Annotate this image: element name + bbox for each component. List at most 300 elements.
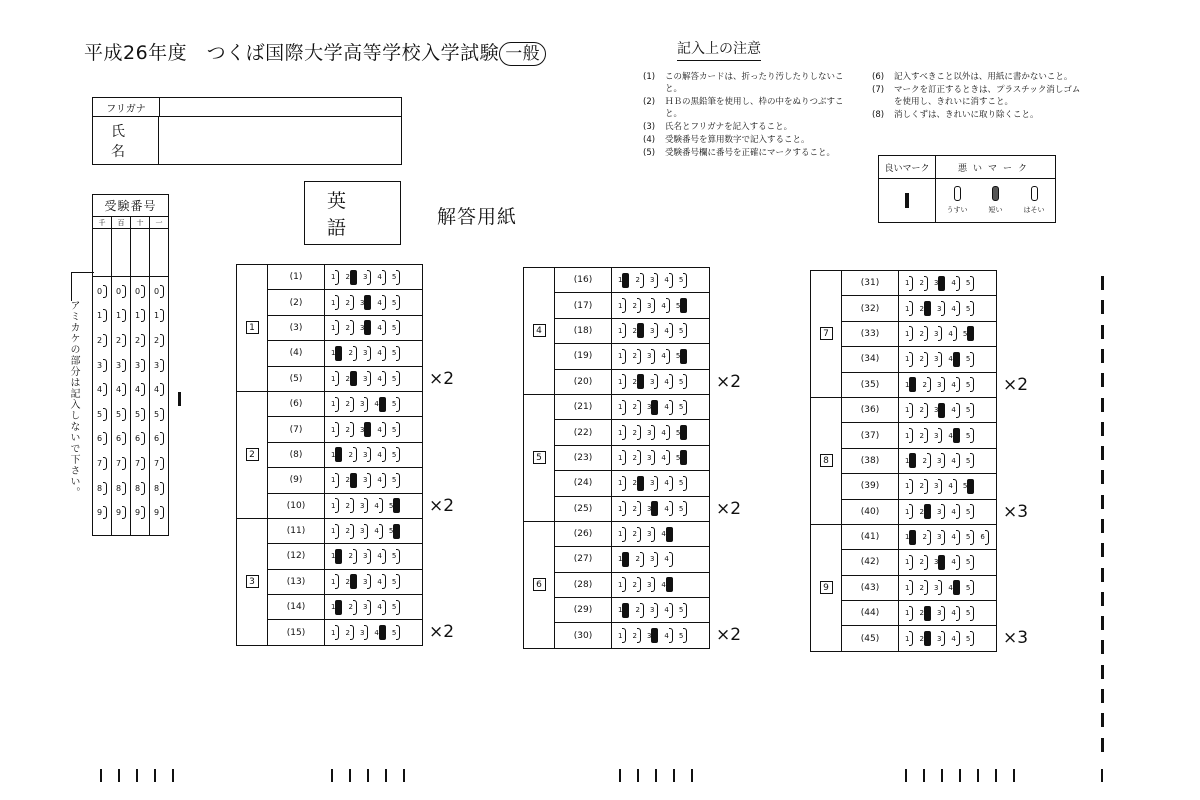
answer-bubble-3[interactable]: 3 xyxy=(363,371,371,386)
exam-bubble[interactable]: 5 xyxy=(135,402,145,427)
answer-bubble-1[interactable]: 1 xyxy=(618,273,629,288)
answer-bubble-1[interactable]: 1 xyxy=(331,270,339,285)
exam-bubble[interactable]: 6 xyxy=(116,427,126,452)
answer-bubble-3[interactable]: 3 xyxy=(650,374,658,389)
exam-bubble[interactable]: 1 xyxy=(116,304,126,329)
answer-bubble-3[interactable]: 3 xyxy=(360,625,368,640)
answer-bubble-3[interactable]: 3 xyxy=(650,323,658,338)
answer-bubble-4[interactable]: 4 xyxy=(377,600,385,615)
bad-mark-caption: 短い xyxy=(988,206,1003,214)
answer-bubble-3[interactable]: 3 xyxy=(647,298,655,313)
answer-bubble-2[interactable]: 2 xyxy=(919,326,927,341)
answer-bubble-4[interactable]: 4 xyxy=(948,428,959,443)
answer-bubble-1[interactable]: 1 xyxy=(905,555,913,570)
group-number: 6 xyxy=(533,578,546,591)
answer-bubble-5[interactable]: 5 xyxy=(679,501,687,516)
answer-bubble-3[interactable]: 3 xyxy=(934,428,942,443)
answer-bubble-3[interactable]: 3 xyxy=(363,447,371,462)
exam-bubble[interactable]: 5 xyxy=(154,402,164,427)
exam-bubble[interactable]: 6 xyxy=(135,427,145,452)
answer-bubble-4[interactable]: 4 xyxy=(951,301,959,316)
answer-bubble-5[interactable]: 5 xyxy=(676,450,687,465)
answer-row xyxy=(268,519,422,544)
answer-bubble-1[interactable]: 1 xyxy=(905,504,913,519)
answer-bubble-4[interactable]: 4 xyxy=(377,447,385,462)
answer-bubble-3[interactable]: 3 xyxy=(363,346,371,361)
answer-bubble-1[interactable]: 1 xyxy=(905,631,913,646)
answer-bubbles xyxy=(325,570,422,594)
exam-write-cell[interactable] xyxy=(112,229,131,276)
exam-bubble[interactable]: 8 xyxy=(135,476,145,501)
answer-bubble-1[interactable]: 1 xyxy=(618,577,626,592)
note-number: (3) xyxy=(643,122,656,132)
answer-bubble-2[interactable]: 2 xyxy=(632,374,643,389)
answer-bubble-3[interactable]: 3 xyxy=(937,504,945,519)
answer-bubble-2[interactable]: 2 xyxy=(348,346,356,361)
answer-bubble-1[interactable]: 1 xyxy=(331,549,342,564)
answer-bubble-3[interactable]: 3 xyxy=(937,377,945,392)
answer-bubble-4[interactable]: 4 xyxy=(951,276,959,291)
answer-bubble-2[interactable]: 2 xyxy=(345,574,356,589)
answer-bubble-5[interactable]: 5 xyxy=(963,326,974,341)
answer-bubble-4[interactable]: 4 xyxy=(661,425,669,440)
exam-bubble[interactable]: 7 xyxy=(116,451,126,476)
answer-bubble-3[interactable]: 3 xyxy=(650,476,658,491)
timing-mark xyxy=(1101,446,1104,460)
exam-bubble[interactable]: 4 xyxy=(116,377,126,402)
exam-bubble[interactable]: 9 xyxy=(154,500,164,525)
answer-bubble-1[interactable]: 1 xyxy=(331,295,339,310)
answer-bubble-2[interactable]: 2 xyxy=(919,352,927,367)
answer-bubble-5[interactable]: 5 xyxy=(392,270,400,285)
answer-bubble-5[interactable]: 5 xyxy=(966,504,974,519)
answer-bubble-4[interactable]: 4 xyxy=(377,574,385,589)
answer-bubble-3[interactable]: 3 xyxy=(647,527,655,542)
answer-row xyxy=(268,494,422,518)
answer-bubble-1[interactable]: 1 xyxy=(618,476,626,491)
answer-bubble-4[interactable]: 4 xyxy=(664,501,672,516)
answer-bubble-1[interactable]: 1 xyxy=(331,320,339,335)
answer-bubble-2[interactable]: 2 xyxy=(922,530,930,545)
answer-bubble-3[interactable]: 3 xyxy=(363,549,371,564)
answer-bubble-3[interactable]: 3 xyxy=(363,270,371,285)
answer-bubble-3[interactable]: 3 xyxy=(934,555,945,570)
answer-bubble-3[interactable]: 3 xyxy=(647,400,658,415)
answer-bubble-2[interactable]: 2 xyxy=(345,524,353,539)
answer-bubble-6[interactable]: 6 xyxy=(980,530,988,545)
timing-mark xyxy=(178,392,181,406)
answer-bubble-1[interactable]: 1 xyxy=(905,377,916,392)
answer-bubble-5[interactable]: 5 xyxy=(392,320,400,335)
answer-bubble-3[interactable]: 3 xyxy=(937,631,945,646)
answer-bubble-2[interactable]: 2 xyxy=(345,320,353,335)
answer-bubble-4[interactable]: 4 xyxy=(951,606,959,621)
answer-bubble-5[interactable]: 5 xyxy=(392,549,400,564)
answer-bubble-1[interactable]: 1 xyxy=(331,625,339,640)
answer-bubble-5[interactable]: 5 xyxy=(392,574,400,589)
answer-bubble-1[interactable]: 1 xyxy=(331,397,339,412)
answer-bubble-5[interactable]: 5 xyxy=(966,428,974,443)
answer-bubble-3[interactable]: 3 xyxy=(363,574,371,589)
exam-write-cell[interactable] xyxy=(93,229,112,276)
answer-bubble-5[interactable]: 5 xyxy=(679,374,687,389)
answer-bubble-2[interactable]: 2 xyxy=(345,371,356,386)
answer-bubble-4[interactable]: 4 xyxy=(664,552,672,567)
exam-bubble[interactable]: 2 xyxy=(97,328,107,353)
timing-mark xyxy=(1101,640,1104,654)
answer-bubble-5[interactable]: 5 xyxy=(966,606,974,621)
answer-bubble-2[interactable]: 2 xyxy=(348,549,356,564)
answer-bubble-5[interactable]: 5 xyxy=(679,400,687,415)
answer-bubble-5[interactable]: 5 xyxy=(966,352,974,367)
answer-bubble-2[interactable]: 2 xyxy=(635,603,643,618)
answer-bubble-1[interactable]: 1 xyxy=(331,473,339,488)
answer-bubble-2[interactable]: 2 xyxy=(635,552,643,567)
exam-bubble[interactable]: 8 xyxy=(116,476,126,501)
exam-bubble[interactable]: 1 xyxy=(135,304,145,329)
furigana-field[interactable] xyxy=(160,98,401,116)
answer-bubble-3[interactable]: 3 xyxy=(360,397,368,412)
answer-bubble-4[interactable]: 4 xyxy=(664,374,672,389)
answer-bubble-5[interactable]: 5 xyxy=(966,631,974,646)
exam-bubble[interactable]: 0 xyxy=(97,279,107,304)
answer-bubble-3[interactable]: 3 xyxy=(934,326,942,341)
answer-bubble-3[interactable]: 3 xyxy=(647,425,655,440)
answer-bubble-1[interactable]: 1 xyxy=(905,580,913,595)
furigana-label: フリガナ xyxy=(93,98,160,116)
exam-bubble[interactable]: 1 xyxy=(97,304,107,329)
answer-bubble-5[interactable]: 5 xyxy=(966,555,974,570)
answer-bubble-3[interactable]: 3 xyxy=(937,453,945,468)
answer-bubble-4[interactable]: 4 xyxy=(664,603,672,618)
answer-bubble-1[interactable]: 1 xyxy=(618,400,626,415)
answer-bubble-1[interactable]: 1 xyxy=(905,606,913,621)
answer-bubble-1[interactable]: 1 xyxy=(618,374,626,389)
exam-bubble[interactable]: 6 xyxy=(154,427,164,452)
answer-bubble-1[interactable]: 1 xyxy=(618,603,629,618)
answer-bubble-4[interactable]: 4 xyxy=(951,403,959,418)
answer-bubble-2[interactable]: 2 xyxy=(919,301,930,316)
answer-bubble-3[interactable]: 3 xyxy=(650,552,658,567)
answer-bubble-4[interactable]: 4 xyxy=(664,628,672,643)
exam-bubble[interactable]: 7 xyxy=(135,451,145,476)
answer-bubble-1[interactable]: 1 xyxy=(331,371,339,386)
answer-bubble-2[interactable]: 2 xyxy=(922,377,930,392)
answer-bubble-1[interactable]: 1 xyxy=(331,498,339,513)
answer-bubbles xyxy=(325,544,422,568)
question-number: (14) xyxy=(268,595,325,619)
note-item xyxy=(872,109,1082,121)
answer-bubble-4[interactable]: 4 xyxy=(661,577,672,592)
answer-bubble-5[interactable]: 5 xyxy=(966,403,974,418)
answer-bubble-3[interactable]: 3 xyxy=(937,301,945,316)
answer-bubble-1[interactable]: 1 xyxy=(331,524,339,539)
note-number: (2) xyxy=(643,97,656,107)
answer-bubbles xyxy=(899,373,996,397)
answer-bubble-3[interactable]: 3 xyxy=(647,450,655,465)
answer-bubble-1[interactable]: 1 xyxy=(618,298,626,313)
answer-bubble-2[interactable]: 2 xyxy=(632,476,643,491)
answer-bubble-1[interactable]: 1 xyxy=(618,501,626,516)
answer-bubble-4[interactable]: 4 xyxy=(948,479,956,494)
answer-bubble-4[interactable]: 4 xyxy=(374,498,382,513)
answer-bubble-5[interactable]: 5 xyxy=(679,603,687,618)
answer-bubble-4[interactable]: 4 xyxy=(951,504,959,519)
answer-bubble-2[interactable]: 2 xyxy=(345,422,353,437)
exam-bubble[interactable]: 8 xyxy=(97,476,107,501)
answer-bubble-3[interactable]: 3 xyxy=(934,403,945,418)
answer-bubble-2[interactable]: 2 xyxy=(345,625,353,640)
exam-bubble[interactable]: 3 xyxy=(97,353,107,378)
answer-bubble-2[interactable]: 2 xyxy=(345,397,353,412)
exam-bubble[interactable]: 8 xyxy=(154,476,164,501)
answer-bubble-2[interactable]: 2 xyxy=(348,447,356,462)
answer-bubble-5[interactable]: 5 xyxy=(966,377,974,392)
answer-bubble-2[interactable]: 2 xyxy=(632,400,640,415)
answer-bubble-4[interactable]: 4 xyxy=(951,631,959,646)
answer-bubble-1[interactable]: 1 xyxy=(618,628,626,643)
answer-bubble-2[interactable]: 2 xyxy=(919,580,927,595)
timing-mark xyxy=(1101,769,1103,782)
answer-bubble-2[interactable]: 2 xyxy=(919,504,930,519)
answer-bubble-2[interactable]: 2 xyxy=(348,600,356,615)
answer-bubble-5[interactable]: 5 xyxy=(679,323,687,338)
answer-bubble-5[interactable]: 5 xyxy=(966,301,974,316)
exam-bubble[interactable]: 0 xyxy=(116,279,126,304)
answer-bubble-2[interactable]: 2 xyxy=(345,473,356,488)
answer-bubble-1[interactable]: 1 xyxy=(905,428,913,443)
answer-bubble-3[interactable]: 3 xyxy=(647,628,658,643)
answer-bubble-4[interactable]: 4 xyxy=(661,349,669,364)
answer-bubble-1[interactable]: 1 xyxy=(905,479,913,494)
answer-bubble-5[interactable]: 5 xyxy=(679,628,687,643)
answer-bubble-4[interactable]: 4 xyxy=(951,377,959,392)
answer-bubble-4[interactable]: 4 xyxy=(377,295,385,310)
exam-bubble[interactable]: 9 xyxy=(135,500,145,525)
answer-bubble-2[interactable]: 2 xyxy=(632,349,640,364)
answer-bubble-3[interactable]: 3 xyxy=(937,606,945,621)
answer-bubble-5[interactable]: 5 xyxy=(963,479,974,494)
answer-bubble-2[interactable]: 2 xyxy=(919,428,927,443)
answer-bubble-4[interactable]: 4 xyxy=(661,298,669,313)
answer-bubble-2[interactable]: 2 xyxy=(635,273,643,288)
answer-bubble-4[interactable]: 4 xyxy=(948,580,959,595)
answer-bubble-1[interactable]: 1 xyxy=(618,552,629,567)
answer-bubble-4[interactable]: 4 xyxy=(948,326,956,341)
exam-bubble[interactable]: 0 xyxy=(154,279,164,304)
answer-bubble-4[interactable]: 4 xyxy=(661,450,669,465)
answer-bubble-3[interactable]: 3 xyxy=(934,479,942,494)
exam-bubble[interactable]: 9 xyxy=(116,500,126,525)
answer-bubble-5[interactable]: 5 xyxy=(392,422,400,437)
exam-write-cell[interactable] xyxy=(131,229,150,276)
answer-bubble-1[interactable]: 1 xyxy=(331,422,339,437)
answer-bubble-4[interactable]: 4 xyxy=(951,530,959,545)
answer-bubble-5[interactable]: 5 xyxy=(966,276,974,291)
answer-bubble-4[interactable]: 4 xyxy=(374,397,385,412)
answer-bubble-4[interactable]: 4 xyxy=(951,555,959,570)
answer-bubble-1[interactable]: 1 xyxy=(905,530,916,545)
exam-bubble[interactable]: 2 xyxy=(135,328,145,353)
exam-bubble[interactable]: 4 xyxy=(154,377,164,402)
timing-mark xyxy=(905,769,907,782)
answer-bubble-2[interactable]: 2 xyxy=(345,270,356,285)
answer-bubble-1[interactable]: 1 xyxy=(618,450,626,465)
answer-bubble-3[interactable]: 3 xyxy=(647,577,655,592)
answer-bubble-5[interactable]: 5 xyxy=(392,397,400,412)
answer-bubble-4[interactable]: 4 xyxy=(377,320,385,335)
answer-bubble-3[interactable]: 3 xyxy=(360,320,371,335)
question-number: (35) xyxy=(842,373,899,397)
answer-bubble-1[interactable]: 1 xyxy=(331,574,339,589)
answer-bubble-1[interactable]: 1 xyxy=(905,403,913,418)
answer-bubble-2[interactable]: 2 xyxy=(632,298,640,313)
answer-bubble-2[interactable]: 2 xyxy=(345,295,353,310)
answer-bubble-3[interactable]: 3 xyxy=(650,603,658,618)
exam-bubble[interactable]: 7 xyxy=(154,451,164,476)
answer-bubble-5[interactable]: 5 xyxy=(392,371,400,386)
answer-bubble-2[interactable]: 2 xyxy=(919,631,930,646)
answer-bubble-4[interactable]: 4 xyxy=(664,400,672,415)
answer-bubble-4[interactable]: 4 xyxy=(664,323,672,338)
answer-bubble-5[interactable]: 5 xyxy=(392,473,400,488)
answer-bubble-4[interactable]: 4 xyxy=(948,352,959,367)
question-rows xyxy=(842,271,996,397)
exam-bubble[interactable]: 6 xyxy=(97,427,107,452)
answer-bubble-3[interactable]: 3 xyxy=(360,422,371,437)
exam-bubble[interactable]: 2 xyxy=(116,328,126,353)
answer-bubble-1[interactable]: 1 xyxy=(331,447,342,462)
timing-mark xyxy=(1101,300,1104,314)
answer-bubble-5[interactable]: 5 xyxy=(679,273,687,288)
exam-bubble[interactable]: 9 xyxy=(97,500,107,525)
answer-bubble-1[interactable]: 1 xyxy=(331,346,342,361)
note-number: (1) xyxy=(643,72,656,82)
question-number: (19) xyxy=(555,344,612,368)
exam-write-cell[interactable] xyxy=(150,229,168,276)
answer-bubble-2[interactable]: 2 xyxy=(632,501,640,516)
answer-bubble-3[interactable]: 3 xyxy=(363,600,371,615)
answer-bubble-2[interactable]: 2 xyxy=(919,403,927,418)
answer-bubble-1[interactable]: 1 xyxy=(331,600,342,615)
answer-bubble-2[interactable]: 2 xyxy=(632,323,643,338)
answer-bubble-3[interactable]: 3 xyxy=(647,349,655,364)
answer-bubble-4[interactable]: 4 xyxy=(377,422,385,437)
answer-bubble-1[interactable]: 1 xyxy=(905,352,913,367)
answer-bubble-1[interactable]: 1 xyxy=(618,349,626,364)
answer-bubble-1[interactable]: 1 xyxy=(618,425,626,440)
answer-bubble-3[interactable]: 3 xyxy=(937,530,945,545)
answer-bubble-2[interactable]: 2 xyxy=(345,498,353,513)
answer-bubble-5[interactable]: 5 xyxy=(966,580,974,595)
answer-bubble-2[interactable]: 2 xyxy=(632,628,640,643)
answer-bubble-1[interactable]: 1 xyxy=(905,453,916,468)
answer-bubble-4[interactable]: 4 xyxy=(374,524,382,539)
question-number: (44) xyxy=(842,601,899,625)
answer-bubble-3[interactable]: 3 xyxy=(934,276,945,291)
answer-bubble-1[interactable]: 1 xyxy=(618,323,626,338)
exam-bubble[interactable]: 4 xyxy=(135,377,145,402)
answer-bubble-4[interactable]: 4 xyxy=(664,476,672,491)
answer-bubble-2[interactable]: 2 xyxy=(922,453,930,468)
answer-row xyxy=(555,268,709,293)
answer-bubble-4[interactable]: 4 xyxy=(377,270,385,285)
exam-bubble[interactable]: 5 xyxy=(116,402,126,427)
answer-bubble-3[interactable]: 3 xyxy=(363,473,371,488)
answer-bubble-1[interactable]: 1 xyxy=(905,276,913,291)
answer-bubble-5[interactable]: 5 xyxy=(679,476,687,491)
name-field[interactable] xyxy=(159,117,401,164)
answer-bubble-5[interactable]: 5 xyxy=(676,349,687,364)
answer-bubble-2[interactable]: 2 xyxy=(919,479,927,494)
answer-bubble-4[interactable]: 4 xyxy=(377,371,385,386)
exam-bubble[interactable]: 7 xyxy=(97,451,107,476)
answer-bubble-5[interactable]: 5 xyxy=(392,295,400,310)
answer-bubble-2[interactable]: 2 xyxy=(919,276,927,291)
answer-bubble-1[interactable]: 1 xyxy=(905,301,913,316)
answer-bubble-3[interactable]: 3 xyxy=(934,580,942,595)
exam-bubble[interactable]: 3 xyxy=(135,353,145,378)
answer-bubble-5[interactable]: 5 xyxy=(389,524,400,539)
exam-bubble[interactable]: 0 xyxy=(135,279,145,304)
answer-bubble-2[interactable]: 2 xyxy=(632,450,640,465)
answer-bubble-2[interactable]: 2 xyxy=(632,425,640,440)
answer-bubble-5[interactable]: 5 xyxy=(676,425,687,440)
answer-bubble-2[interactable]: 2 xyxy=(632,527,640,542)
exam-bubble[interactable]: 3 xyxy=(154,353,164,378)
answer-bubbles xyxy=(899,500,996,524)
answer-bubble-2[interactable]: 2 xyxy=(919,555,927,570)
exam-bubble[interactable]: 4 xyxy=(97,377,107,402)
answer-bubble-5[interactable]: 5 xyxy=(676,298,687,313)
answer-bubble-4[interactable]: 4 xyxy=(377,346,385,361)
answer-bubble-4[interactable]: 4 xyxy=(377,549,385,564)
answer-bubble-5[interactable]: 5 xyxy=(966,453,974,468)
answer-bubble-5[interactable]: 5 xyxy=(392,447,400,462)
exam-bubble[interactable]: 3 xyxy=(116,353,126,378)
answer-bubble-4[interactable]: 4 xyxy=(374,625,385,640)
answer-bubble-3[interactable]: 3 xyxy=(360,524,368,539)
answer-bubble-4[interactable]: 4 xyxy=(664,273,672,288)
answer-bubble-4[interactable]: 4 xyxy=(661,527,672,542)
answer-bubble-5[interactable]: 5 xyxy=(392,346,400,361)
answer-bubbles xyxy=(899,576,996,600)
answer-bubble-5[interactable]: 5 xyxy=(389,498,400,513)
answer-bubble-3[interactable]: 3 xyxy=(647,501,658,516)
answer-bubble-5[interactable]: 5 xyxy=(392,625,400,640)
answer-bubble-5[interactable]: 5 xyxy=(392,600,400,615)
question-number: (23) xyxy=(555,446,612,470)
group-number: 2 xyxy=(246,448,259,461)
exam-bubble[interactable]: 2 xyxy=(154,328,164,353)
exam-bubble[interactable]: 1 xyxy=(154,304,164,329)
answer-bubble-3[interactable]: 3 xyxy=(360,295,371,310)
answer-bubble-3[interactable]: 3 xyxy=(360,498,368,513)
answer-bubble-1[interactable]: 1 xyxy=(618,527,626,542)
answer-bubble-2[interactable]: 2 xyxy=(919,606,930,621)
answer-bubble-4[interactable]: 4 xyxy=(377,473,385,488)
shaded-area-note: アミカケの部分は記入しないで下さい。 xyxy=(68,300,79,498)
exam-bubble[interactable]: 5 xyxy=(97,402,107,427)
question-number: (22) xyxy=(555,420,612,444)
question-rows xyxy=(268,392,422,518)
answer-bubble-3[interactable]: 3 xyxy=(934,352,942,367)
answer-bubble-5[interactable]: 5 xyxy=(966,530,974,545)
answer-bubble-2[interactable]: 2 xyxy=(632,577,640,592)
answer-bubble-1[interactable]: 1 xyxy=(905,326,913,341)
answer-bubble-4[interactable]: 4 xyxy=(951,453,959,468)
answer-bubble-3[interactable]: 3 xyxy=(650,273,658,288)
